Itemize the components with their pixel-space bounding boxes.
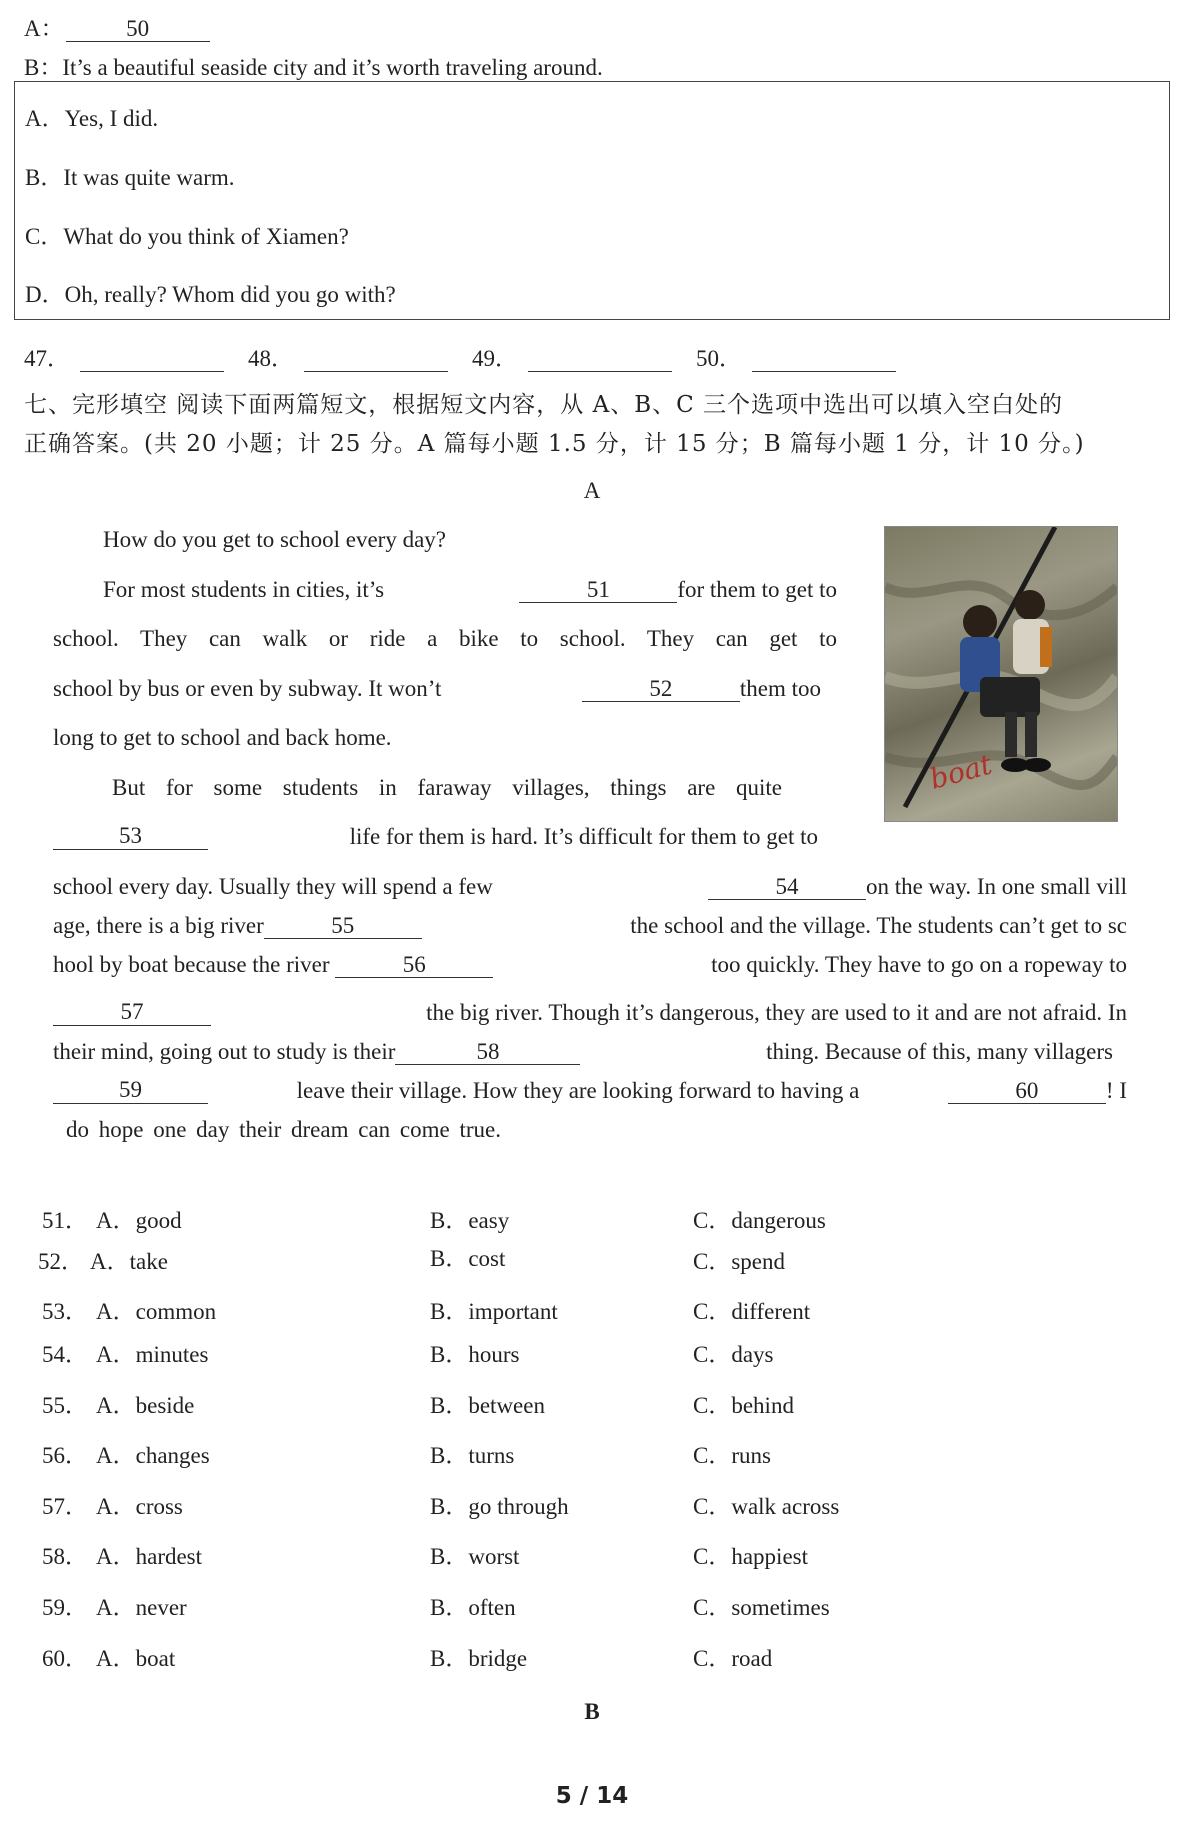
- choice-c: C．sometimes: [693, 1595, 830, 1620]
- passage-a-line10: hool by boat because the river 56 too quickly. They have to go on a ropeway to: [53, 952, 1127, 977]
- choice-a: A．changes: [96, 1443, 210, 1468]
- choice-a: A．hardest: [96, 1544, 203, 1569]
- question-number: 59．: [42, 1595, 88, 1620]
- choice-a: A．boat: [96, 1646, 176, 1671]
- blank-57: 57: [53, 1000, 211, 1026]
- blank-59: 59: [53, 1078, 208, 1104]
- choice-a: A．cross: [96, 1494, 183, 1519]
- passage-a-line6: But for some students in faraway villages, things are quite: [112, 775, 782, 800]
- choice-c: C．walk across: [693, 1494, 840, 1519]
- section7-instruction-line1: 七、完形填空 阅读下面两篇短文，根据短文内容，从 A、B、C 三个选项中选出可以填入空白处的: [24, 392, 1064, 418]
- choice-a: A．common: [96, 1299, 217, 1324]
- choice-b: B．often: [430, 1595, 516, 1620]
- dialogue-a-line: [24, 10, 210, 43]
- blank-50: 50: [66, 17, 210, 42]
- dialogue-b-line: B：It’s a beautiful seaside city and it’s worth traveling around.: [24, 55, 603, 80]
- question-number: 55．: [42, 1393, 88, 1418]
- answer-slot-50: 50．: [696, 340, 896, 373]
- page-number: 5 / 14: [555, 1783, 629, 1809]
- option-b: B．It was quite warm.: [25, 165, 235, 190]
- answer-slot-47: 47．: [24, 340, 224, 373]
- speaker-a: A：: [24, 16, 64, 41]
- ropeway-illustration: [885, 527, 1117, 821]
- choice-b: B．worst: [430, 1544, 520, 1569]
- passage-a-line12: their mind, going out to study is their 58 thing. Because of this, many villagers: [53, 1039, 1113, 1064]
- passage-a-line5: long to get to school and back home.: [53, 725, 392, 750]
- passage-a-line9: age, there is a big river 55 the school and the village. The students can’t get to sc: [53, 913, 1127, 938]
- choice-c: C．behind: [693, 1393, 794, 1418]
- choice-b: B．turns: [430, 1443, 515, 1468]
- passage-a-line4: school by bus or even by subway. It won’t 52 them too: [53, 676, 821, 701]
- answer-slot-48: 48．: [248, 340, 448, 373]
- blank-54: 54: [708, 875, 866, 900]
- photo-boat-label: boat: [926, 747, 996, 796]
- choice-a: A．minutes: [96, 1342, 209, 1367]
- blank-53: 53: [53, 824, 208, 850]
- ropeway-photo: [884, 526, 1118, 822]
- section7-instruction-line2: 正确答案。(共 20 小题；计 25 分。A 篇每小题 1.5 分，计 15 分；B 篇每小题 1 分，计 10 分。): [24, 431, 1085, 457]
- blank-60: 60: [948, 1079, 1106, 1104]
- question-number: 56．: [42, 1443, 88, 1468]
- blank-56: 56: [335, 953, 493, 978]
- choice-a: A．take: [90, 1249, 168, 1274]
- choice-a: A．good: [96, 1208, 182, 1233]
- choice-b: B．cost: [430, 1246, 506, 1271]
- passage-b-heading: B: [584, 1699, 600, 1724]
- choice-a: A．beside: [96, 1393, 195, 1418]
- passage-a-line3: school. They can walk or ride a bike to school. They can get to: [53, 626, 837, 651]
- question-number: 58．: [42, 1544, 88, 1569]
- choice-c: C．runs: [693, 1443, 771, 1468]
- choice-c: C．happiest: [693, 1544, 808, 1569]
- question-number: 51．: [42, 1208, 88, 1233]
- choice-b: B．between: [430, 1393, 545, 1418]
- passage-a-line2: For most students in cities, it’s 51 for them to get to: [103, 577, 837, 602]
- option-d: D．Oh, really? Whom did you go with?: [25, 282, 396, 307]
- choice-c: C．spend: [693, 1249, 785, 1274]
- passage-a-line8: school every day. Usually they will spend a few 54 on the way. In one small vill: [53, 874, 1127, 899]
- question-number: 60．: [42, 1646, 88, 1671]
- passage-a-line7: 53 life for them is hard. It’s difficult for them to get to: [53, 824, 818, 850]
- choice-a: A．never: [96, 1595, 187, 1620]
- choice-c: C．dangerous: [693, 1208, 826, 1233]
- question-number: 54．: [42, 1342, 88, 1367]
- choice-b: B．easy: [430, 1208, 510, 1233]
- choice-b: B．go through: [430, 1494, 569, 1519]
- answer-slot-49: 49．: [472, 340, 672, 373]
- question-number: 53．: [42, 1299, 88, 1324]
- blank-52: 52: [582, 677, 740, 702]
- option-c: C．What do you think of Xiamen?: [25, 224, 349, 249]
- choice-b: B．hours: [430, 1342, 520, 1367]
- question-number: 52．: [38, 1249, 84, 1274]
- question-number: 57．: [42, 1494, 88, 1519]
- passage-a-line14: do hope one day their dream can come true.: [66, 1117, 501, 1142]
- choice-c: C．days: [693, 1342, 774, 1367]
- choice-c: C．different: [693, 1299, 811, 1324]
- passage-a-line13: 59 leave their village. How they are looking forward to having a 60 ! I: [53, 1078, 1127, 1104]
- choice-b: B．bridge: [430, 1646, 528, 1671]
- passage-a-line11: 57 the big river. Though it’s dangerous, they are used to it and are not afraid. In: [53, 1000, 1127, 1026]
- passage-a-line1: How do you get to school every day?: [103, 527, 447, 552]
- blank-55: 55: [264, 914, 422, 939]
- passage-a-heading: A: [583, 478, 601, 503]
- blank-51: 51: [519, 578, 677, 603]
- blank-58: 58: [395, 1040, 580, 1065]
- options-box: [14, 81, 1170, 320]
- choice-c: C．road: [693, 1646, 773, 1671]
- choice-b: B．important: [430, 1299, 558, 1324]
- option-a: A．Yes, I did.: [25, 106, 159, 131]
